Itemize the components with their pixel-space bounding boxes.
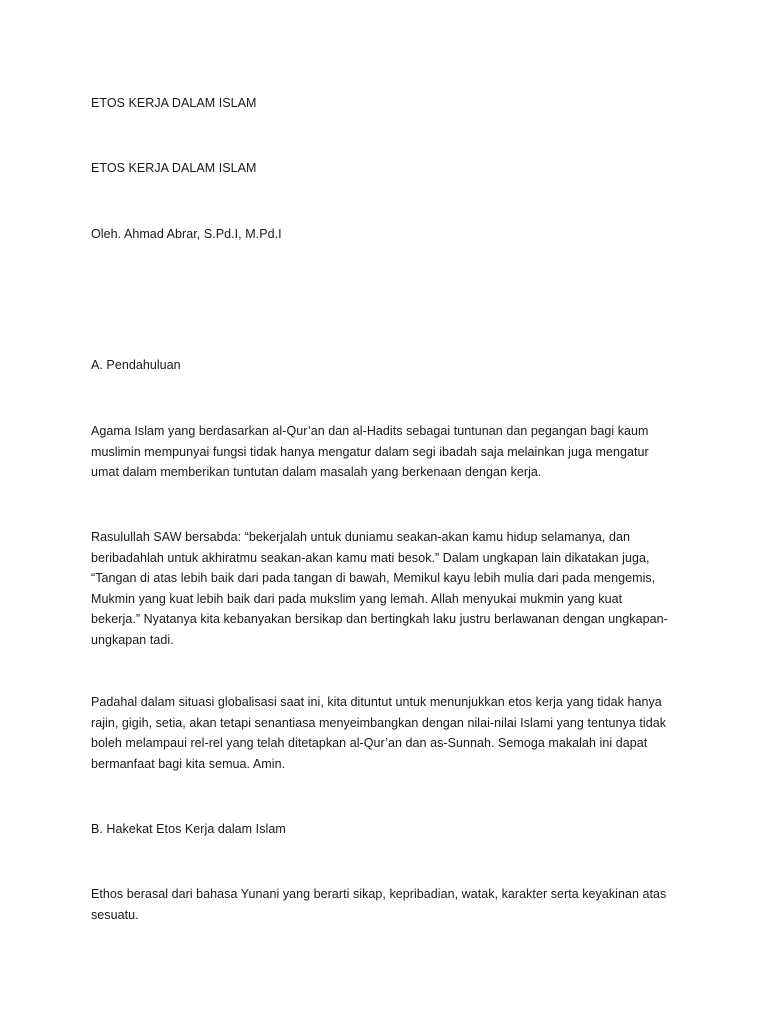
section-a-heading: A. Pendahuluan — [91, 358, 181, 372]
paragraph-line: umat dalam memberikan tuntutan dalam masalah yang berkenaan dengan kerja. — [91, 465, 542, 479]
paragraph-line: ungkapan tadi. — [91, 632, 174, 647]
paragraph-globalization — [91, 692, 681, 774]
paragraph-line: rajin, gigih, setia, akan tetapi senantiasa menyeimbangkan dengan nilai-nilai Islami yang tentunya tidak — [91, 715, 666, 730]
paragraph-line: Padahal dalam situasi globalisasi saat ini, kita dituntut untuk menunjukkan etos kerja yang tidak hanya — [91, 695, 662, 709]
paragraph-line: beribadahlah untuk akhiratmu seakan-akan kamu mati besok.” Dalam ungkapan lain dikatakan juga, — [91, 550, 650, 565]
paragraph-line: bermanfaat bagi kita semua. Amin. — [91, 756, 286, 771]
paragraph-line: Ethos berasal dari bahasa Yunani yang berarti sikap, kepribadian, watak, karakter serta keyakinan atas — [91, 887, 667, 901]
section-b-heading: B. Hakekat Etos Kerja dalam Islam — [91, 822, 286, 836]
paragraph-line: Mukmin yang kuat lebih baik dari pada mukslim yang lemah. Allah menyukai mukmin yang kuat — [91, 591, 623, 606]
paragraph-line: muslimin mempunyai fungsi tidak hanya mengatur dalam segi ibadah saja melainkan juga mengatur — [91, 444, 649, 459]
paragraph-ethos — [91, 884, 681, 925]
author-line: Oleh. Ahmad Abrar, S.Pd.I, M.Pd.I — [91, 227, 282, 241]
paragraph-line: sesuatu. — [91, 907, 139, 922]
document-title-repeat: ETOS KERJA DALAM ISLAM — [91, 161, 257, 175]
document-title: ETOS KERJA DALAM ISLAM — [91, 96, 257, 110]
paragraph-line: Rasulullah SAW bersabda: “bekerjalah untuk duniamu seakan-akan kamu hidup selamanya, dan — [91, 530, 630, 544]
paragraph-line: bekerja.” Nyatanya kita kebanyakan bersikap dan bertingkah laku justru berlawanan dengan ungkapan- — [91, 612, 668, 626]
paragraph-intro — [91, 421, 681, 483]
paragraph-line: “Tangan di atas lebih baik dari pada tangan di bawah, Memikul kayu lebih mulia dari pada mengemis, — [91, 571, 656, 585]
paragraph-hadith — [91, 527, 681, 650]
paragraph-line: boleh melampaui rel-rel yang telah ditetapkan al-Qur’an dan as-Sunnah. Semoga makalah ini dapat — [91, 736, 648, 750]
paragraph-line: Agama Islam yang berdasarkan al-Qur’an dan al-Hadits sebagai tuntunan dan pegangan bagi kaum — [91, 424, 649, 438]
